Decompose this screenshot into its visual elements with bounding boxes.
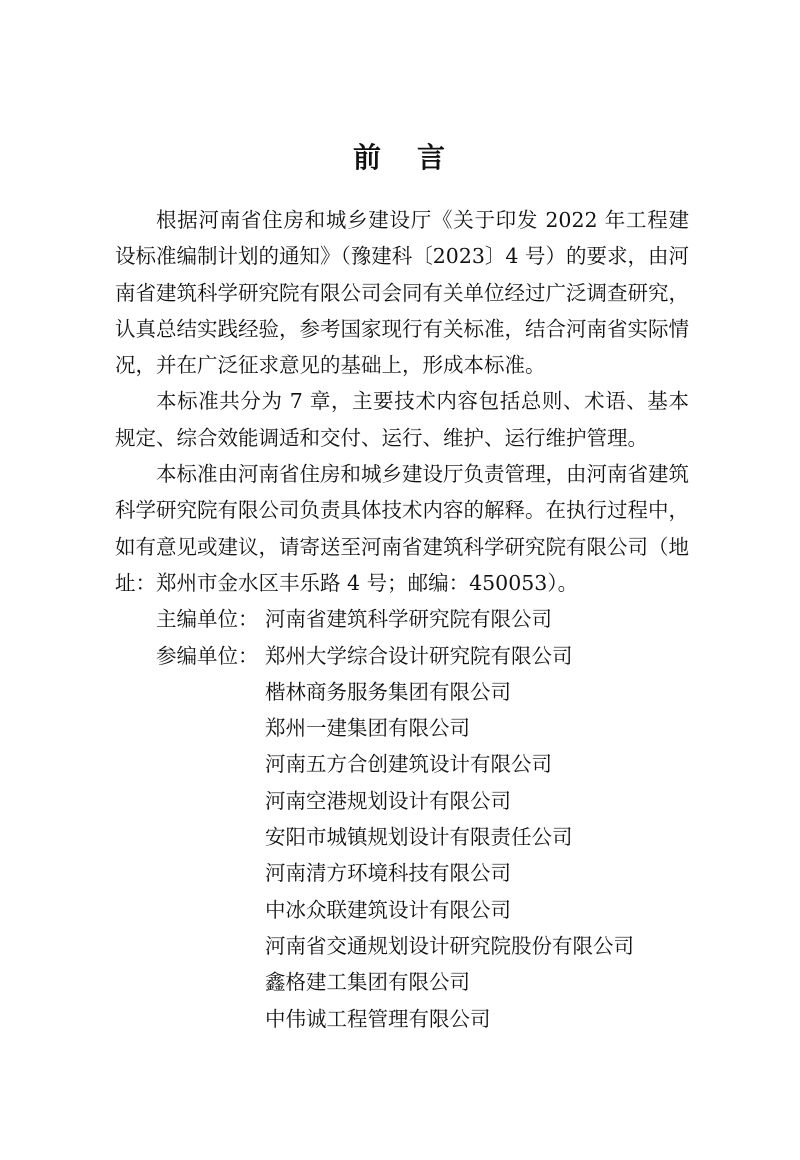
paragraph-background: 根据河南省住房和城乡建设厅《关于印发 2022 年工程建设标准编制计划的通知》（豫建科〔2023〕4 号）的要求，由河南省建筑科学研究院有限公司会同有关单位经过广泛调查研究，认真总结实践经验，参考国家现行有关标准，结合河南省实际情况，并在广泛征求意见的基础上，形成本标准。 (115, 208, 689, 378)
participating-unit: 郑州大学综合设计研究院有限公司 (265, 643, 573, 668)
participating-unit: 河南五方合创建筑设计有限公司 (265, 752, 552, 777)
paragraph-contents: 本标准共分为 7 章，主要技术内容包括总则、术语、基本规定、综合效能调适和交付、运行、维护、运行维护管理。 (115, 389, 689, 450)
participating-unit: 河南省交通规划设计研究院股份有限公司 (265, 933, 634, 958)
chief-unit-label: 主编单位： (156, 607, 259, 632)
participating-unit: 鑫格建工集团有限公司 (265, 970, 470, 995)
participating-unit: 郑州一建集团有限公司 (265, 716, 470, 741)
chief-unit-row (115, 601, 689, 637)
preface-body (115, 202, 689, 1037)
chief-unit-name: 河南省建筑科学研究院有限公司 (265, 607, 552, 632)
participating-unit: 安阳市城镇规划设计有限责任公司 (265, 825, 573, 850)
title-char-2: 言 (417, 141, 448, 174)
page-title (0, 138, 800, 178)
paragraph-management: 本标准由河南省住房和城乡建设厅负责管理，由河南省建筑科学研究院有限公司负责具体技术内容的解释。在执行过程中，如有意见或建议，请寄送至河南省建筑科学研究院有限公司（地址：郑州市金水区丰乐路 4 号；邮编：450053）。 (115, 462, 689, 595)
participating-units-row (115, 638, 689, 674)
participating-unit: 楷林商务服务集团有限公司 (265, 679, 511, 704)
participating-unit: 河南清方环境科技有限公司 (265, 861, 511, 886)
participating-unit: 中伟诚工程管理有限公司 (265, 1006, 491, 1031)
title-char-1: 前 (352, 141, 383, 174)
participating-unit: 中冰众联建筑设计有限公司 (265, 897, 511, 922)
participating-units-list (115, 674, 689, 1037)
participating-units-label: 参编单位： (156, 643, 259, 668)
participating-unit: 河南空港规划设计有限公司 (265, 788, 511, 813)
